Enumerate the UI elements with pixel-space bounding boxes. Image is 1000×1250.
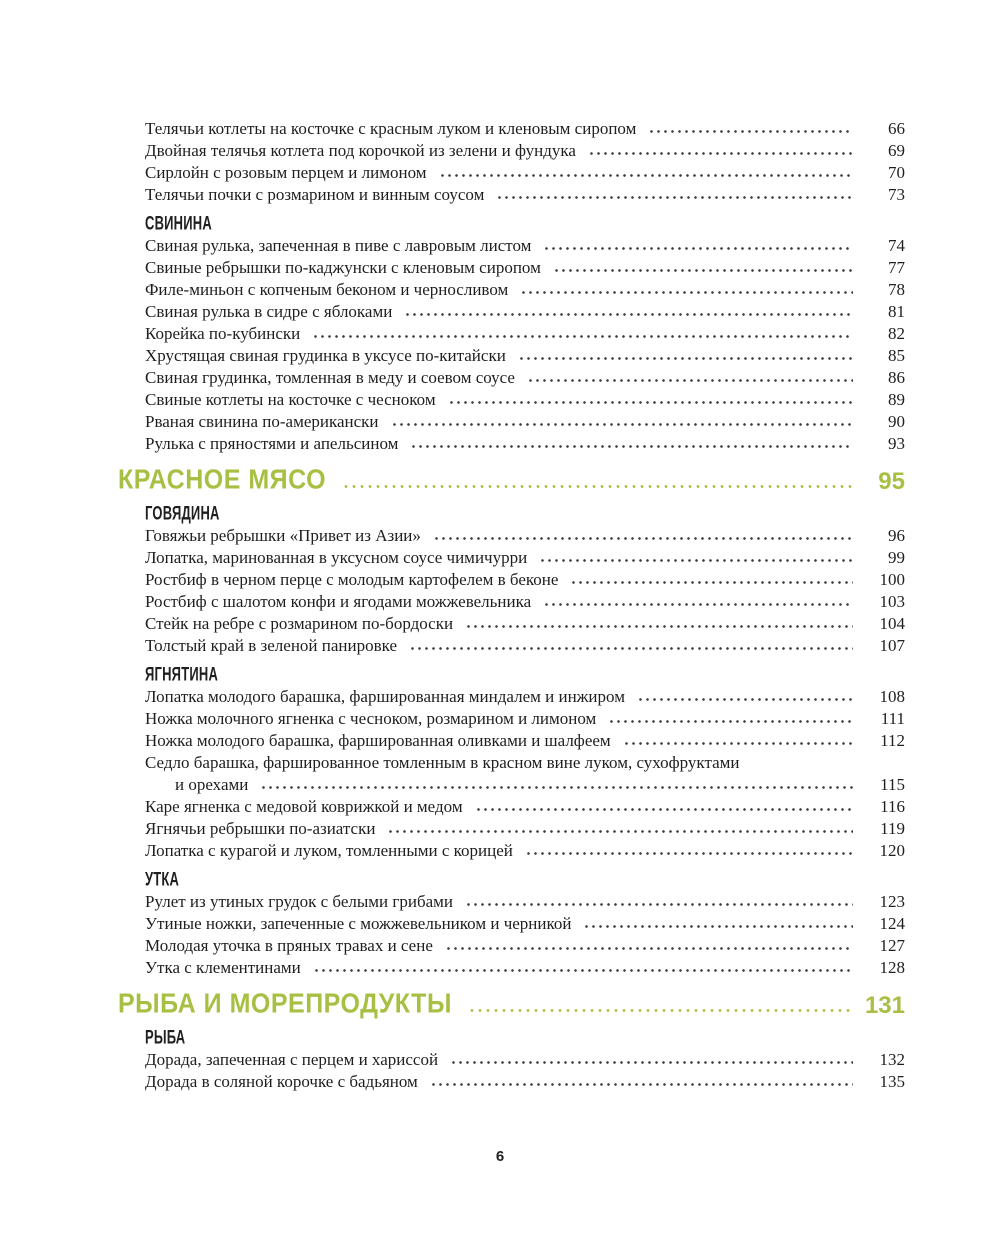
dotted-leader xyxy=(543,246,853,251)
toc-entry xyxy=(145,301,905,323)
toc-entry-title: Свиная грудинка, томленная в меду и соевом соусе xyxy=(145,368,515,387)
dotted-leader xyxy=(465,902,853,907)
dotted-leader xyxy=(520,290,853,295)
dotted-leader xyxy=(553,268,853,273)
toc-entry-title: Двойная телячья котлета под корочкой из зелени и фундука xyxy=(145,141,576,160)
dotted-leader xyxy=(539,558,853,563)
toc-entry-title: Дорада в соляной корочке с бадьяном xyxy=(145,1072,418,1091)
toc-entry-page-number: 77 xyxy=(888,258,905,277)
toc-entry xyxy=(145,184,905,206)
toc-section-header xyxy=(118,990,905,1020)
toc-entry xyxy=(145,913,905,935)
dotted-leader xyxy=(527,378,853,383)
toc-entry-title: Утиные ножки, запеченные с можжевельником и черникой xyxy=(145,914,572,933)
toc-entry-title: Ножка молодого барашка, фаршированная оливками и шалфеем xyxy=(145,731,611,750)
toc-entry-page-number: 82 xyxy=(888,324,905,343)
toc-entry-title: Рваная свинина по-американски xyxy=(145,412,379,431)
toc-entry-title: Молодая уточка в пряных травах и сене xyxy=(145,936,433,955)
toc-subsection-title: УТКА xyxy=(145,867,180,890)
toc-entry-page-number: 81 xyxy=(888,302,905,321)
toc-entry xyxy=(145,411,905,433)
toc-entry xyxy=(145,547,905,569)
toc-entry xyxy=(145,235,905,257)
dotted-leader xyxy=(468,1008,853,1013)
dotted-leader xyxy=(433,536,853,541)
toc-entry xyxy=(145,935,905,957)
toc-subsection-header xyxy=(145,213,905,235)
dotted-leader xyxy=(496,195,853,200)
toc-entry-page-number: 93 xyxy=(888,434,905,453)
dotted-leader xyxy=(410,444,853,449)
toc-entry-title: Лопатка молодого барашка, фаршированная миндалем и инжиром xyxy=(145,687,625,706)
dotted-leader xyxy=(260,785,853,790)
toc-entry-title: Рулька с пряностями и апельсином xyxy=(145,434,399,453)
toc-section-page-number: 95 xyxy=(878,468,905,495)
dotted-leader xyxy=(409,646,853,651)
toc-entry xyxy=(145,686,905,708)
toc-entry-page-number: 74 xyxy=(888,236,905,255)
toc-entry xyxy=(145,591,905,613)
toc-entry xyxy=(145,257,905,279)
toc-entry xyxy=(145,367,905,389)
toc-entry-page-number: 132 xyxy=(879,1050,905,1069)
toc-entry xyxy=(145,840,905,862)
dotted-leader xyxy=(439,173,853,178)
toc-entry xyxy=(145,818,905,840)
toc-entry-title: Седло барашка, фаршированное томленным в красном вине луком, сухофруктами xyxy=(145,753,740,772)
dotted-leader xyxy=(313,968,853,973)
toc-entry-page-number: 107 xyxy=(879,636,905,655)
toc-entry xyxy=(145,708,905,730)
toc-entry-title: Дорада, запеченная с перцем и хариссой xyxy=(145,1050,439,1069)
dotted-leader xyxy=(543,602,853,607)
toc-entry-page-number: 127 xyxy=(879,936,905,955)
dotted-leader xyxy=(448,400,853,405)
toc-entry-page-number: 128 xyxy=(879,958,905,977)
toc-entry-title: Говяжьи ребрышки «Привет из Азии» xyxy=(145,526,421,545)
dotted-leader xyxy=(518,356,853,361)
toc-entry-title: Свиная рулька, запеченная в пиве с лавровым листом xyxy=(145,236,532,255)
toc-entry xyxy=(145,345,905,367)
toc-entry-line2 xyxy=(145,774,905,796)
toc-entry-title-continuation: и орехами xyxy=(175,775,249,794)
dotted-leader xyxy=(475,807,853,812)
toc-entry xyxy=(145,613,905,635)
toc-entry-page-number: 85 xyxy=(888,346,905,365)
toc-entry-page-number: 135 xyxy=(879,1072,905,1091)
toc-entry-title: Сирлойн с розовым перцем и лимоном xyxy=(145,163,427,182)
toc-entry-title: Ножка молочного ягненка с чесноком, розмарином и лимоном xyxy=(145,709,597,728)
toc-entry-page-number: 120 xyxy=(879,841,905,860)
toc-entry-page-number: 112 xyxy=(880,731,905,750)
toc-entry xyxy=(145,162,905,184)
toc-entry-title: Ягнячьи ребрышки по-азиатски xyxy=(145,819,376,838)
toc-subsection-header xyxy=(145,1027,905,1049)
toc-entry-title: Филе-миньон с копченым беконом и черносливом xyxy=(145,280,509,299)
toc-entry-title: Свиные ребрышки по-каджунски с кленовым сиропом xyxy=(145,258,541,277)
toc-entry-page-number: 89 xyxy=(888,390,905,409)
dotted-leader xyxy=(623,741,853,746)
toc-entry xyxy=(145,279,905,301)
toc-entry-page-number: 103 xyxy=(879,592,905,611)
toc-entry-title: Ростбиф с шалотом конфи и ягодами можжевельника xyxy=(145,592,532,611)
dotted-leader xyxy=(608,719,853,724)
toc-entry-page-number: 73 xyxy=(888,185,905,204)
toc-entry-page-number: 66 xyxy=(888,119,905,138)
dotted-leader xyxy=(450,1060,853,1065)
toc-entry xyxy=(145,957,905,979)
toc-section-title: РЫБА И МОРЕПРОДУКТЫ xyxy=(118,988,452,1019)
toc-entry xyxy=(145,1071,905,1093)
toc-entry-page-number: 69 xyxy=(888,141,905,160)
toc-entry-title: Толстый край в зеленой панировке xyxy=(145,636,398,655)
toc-entry-page-number: 96 xyxy=(888,526,905,545)
dotted-leader xyxy=(525,851,853,856)
toc-entry-page-number: 104 xyxy=(879,614,905,633)
dotted-leader xyxy=(648,129,853,134)
toc-subsection-header xyxy=(145,503,905,525)
toc-subsection-title: СВИНИНА xyxy=(145,211,212,234)
toc-entry xyxy=(145,1049,905,1071)
toc-subsection-header xyxy=(145,664,905,686)
toc-entry-title: Телячьи почки с розмарином и винным соусом xyxy=(145,185,485,204)
toc-entry-page-number: 78 xyxy=(888,280,905,299)
toc-entry xyxy=(145,569,905,591)
toc-entry xyxy=(145,389,905,411)
toc-entry xyxy=(145,525,905,547)
toc-entry-title: Телячьи котлеты на косточке с красным луком и кленовым сиропом xyxy=(145,119,637,138)
toc-entry xyxy=(145,891,905,913)
toc-entry-page-number: 116 xyxy=(880,797,905,816)
toc-entry xyxy=(145,118,905,140)
toc-entry-page-number: 123 xyxy=(879,892,905,911)
toc-entry-page-number: 124 xyxy=(879,914,905,933)
toc-subsection-title: ГОВЯДИНА xyxy=(145,501,220,524)
dotted-leader xyxy=(387,829,853,834)
table-of-contents xyxy=(118,118,905,1093)
toc-entry-title: Каре ягненка с медовой коврижкой и медом xyxy=(145,797,463,816)
toc-entry-page-number: 119 xyxy=(880,819,905,838)
dotted-leader xyxy=(430,1082,853,1087)
dotted-leader xyxy=(588,151,853,156)
page-number-footer: 6 xyxy=(495,1148,505,1165)
toc-subsection-header xyxy=(145,869,905,891)
toc-entry xyxy=(145,323,905,345)
toc-entry-page-number: 100 xyxy=(879,570,905,589)
toc-entry-title: Ростбиф в черном перце с молодым картофелем в беконе xyxy=(145,570,559,589)
toc-entry-title: Свиная рулька в сидре с яблоками xyxy=(145,302,393,321)
dotted-leader xyxy=(404,312,853,317)
toc-entry-line1 xyxy=(145,752,905,774)
toc-entry-page-number: 111 xyxy=(880,709,905,728)
toc-section-header xyxy=(118,466,905,496)
toc-entry-page-number: 99 xyxy=(888,548,905,567)
toc-entry xyxy=(145,433,905,455)
toc-entry xyxy=(145,796,905,818)
toc-subsection-title: ЯГНЯТИНА xyxy=(145,662,219,685)
toc-entry-title: Корейка по-кубински xyxy=(145,324,301,343)
toc-entry-title: Рулет из утиных грудок с белыми грибами xyxy=(145,892,454,911)
toc-entry-page-number: 86 xyxy=(888,368,905,387)
dotted-leader xyxy=(465,624,853,629)
toc-entry-title: Хрустящая свиная грудинка в уксусе по-китайски xyxy=(145,346,506,365)
dotted-leader xyxy=(445,946,853,951)
toc-entry-page-number: 90 xyxy=(888,412,905,431)
dotted-leader xyxy=(637,697,853,702)
toc-entry-title: Лопатка с курагой и луком, томленными с корицей xyxy=(145,841,513,860)
toc-entry-title: Утка с клементинами xyxy=(145,958,301,977)
toc-entry-multiline xyxy=(145,752,905,796)
dotted-leader xyxy=(312,334,853,339)
toc-entry-page-number: 108 xyxy=(879,687,905,706)
toc-section-page-number: 131 xyxy=(864,992,905,1019)
toc-entry-page-number: 115 xyxy=(880,775,905,794)
toc-section-title: КРАСНОЕ МЯСО xyxy=(118,464,327,495)
toc-subsection-title: РЫБА xyxy=(145,1025,186,1048)
toc-entry xyxy=(145,635,905,657)
toc-entry xyxy=(145,140,905,162)
toc-entry-title: Стейк на ребре с розмарином по-бордоски xyxy=(145,614,454,633)
dotted-leader xyxy=(342,484,853,489)
toc-entry-page-number: 70 xyxy=(888,163,905,182)
toc-entry xyxy=(145,730,905,752)
dotted-leader xyxy=(391,422,853,427)
toc-entry-title: Лопатка, маринованная в уксусном соусе чимичурри xyxy=(145,548,528,567)
dotted-leader xyxy=(583,924,853,929)
dotted-leader xyxy=(570,580,853,585)
toc-entry-title: Свиные котлеты на косточке с чесноком xyxy=(145,390,436,409)
